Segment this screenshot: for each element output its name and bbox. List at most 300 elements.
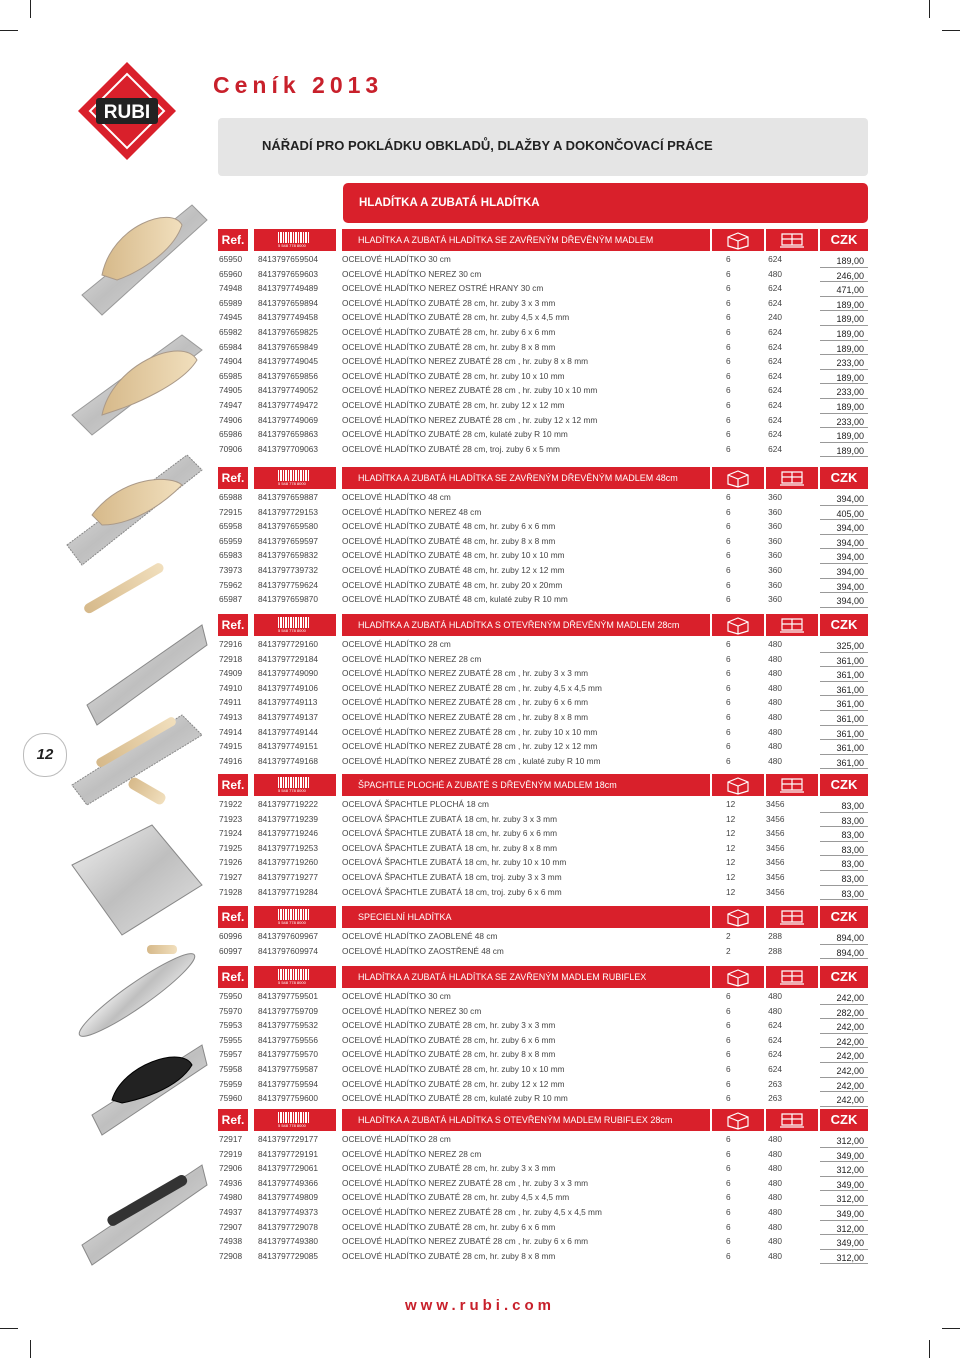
ref-cell: 72908 [219, 1250, 243, 1261]
pallet-qty-cell: 360 [768, 535, 782, 546]
ref-cell: 75959 [219, 1078, 243, 1089]
price-cell: 325,00 [836, 641, 864, 651]
price-cell: 189,00 [836, 328, 864, 339]
box-icon [712, 467, 764, 489]
table-row [218, 1205, 868, 1220]
box-qty-cell: 12 [726, 857, 736, 868]
ean-cell: 8413797719246 [258, 828, 318, 839]
price-section [218, 905, 868, 958]
box-qty-cell: 6 [726, 668, 731, 679]
table-row [218, 652, 868, 667]
table-row [218, 870, 868, 885]
price-cell: 282,00 [836, 1007, 864, 1018]
pallet-icon [766, 906, 818, 928]
price-cell: 189,00 [836, 401, 864, 412]
price-cell: 312,00 [836, 1165, 864, 1176]
table-row [218, 1077, 868, 1092]
description-cell: OCELOVÉ HLADÍTKO NEREZ ZUBATÉ 28 cm , hr. zuby 12 x 12 mm [342, 414, 598, 425]
price-cell: 242,00 [836, 1080, 864, 1091]
price-cell: 394,00 [836, 523, 864, 534]
pallet-qty-cell: 480 [768, 1177, 782, 1188]
pallet-qty-cell: 480 [768, 741, 782, 752]
ref-cell: 71922 [219, 799, 243, 809]
crop-mark [0, 30, 18, 31]
price-cell: 189,00 [836, 299, 864, 310]
ean-cell: 8413797759532 [258, 1020, 318, 1031]
pallet-qty-cell: 624 [768, 297, 782, 308]
description-cell: OCELOVÉ HLADÍTKO ZUBATÉ 28 cm, hr. zuby 3 x 3 mm [342, 1163, 556, 1174]
ref-cell: 74945 [219, 312, 243, 323]
subtitle-bar [218, 118, 868, 176]
pallet-qty-cell: 480 [768, 1236, 782, 1247]
rubi-logo-icon [76, 60, 178, 162]
description-cell: OCELOVÉ HLADÍTKO ZUBATÉ 28 cm, troj. zuby 6 x 5 mm [342, 443, 560, 454]
price-cell: 83,00 [841, 801, 864, 811]
box-qty-cell: 6 [726, 682, 731, 693]
box-qty-cell: 12 [726, 799, 736, 809]
table-row [218, 325, 868, 340]
description-cell: OCELOVÉ HLADÍTKO ZUBATÉ 28 cm, hr. zuby 10 x 10 mm [342, 370, 565, 381]
price-cell: 242,00 [836, 1022, 864, 1033]
ean-cell: 8413797749137 [258, 711, 318, 722]
special-trowel [73, 945, 201, 1045]
ean-cell: 8413797759709 [258, 1005, 318, 1016]
pallet-qty-cell: 624 [768, 1063, 782, 1074]
box-icon [712, 1109, 764, 1131]
ean-cell: 8413797749489 [258, 283, 318, 294]
ean-cell: 8413797729177 [258, 1134, 318, 1144]
table-row [218, 725, 868, 740]
price-cell: 242,00 [836, 1036, 864, 1047]
pallet-qty-cell: 624 [768, 283, 782, 294]
ean-cell: 8413797749809 [258, 1192, 318, 1203]
table-row [218, 296, 868, 311]
ref-cell: 75957 [219, 1049, 243, 1060]
table-row [218, 710, 868, 725]
barcode-icon [254, 906, 336, 928]
table-row [218, 369, 868, 384]
ref-cell: 75970 [219, 1005, 243, 1016]
pallet-icon [766, 614, 818, 636]
description-cell: OCELOVÉ HLADÍTKO ZUBATÉ 28 cm, hr. zuby 3 x 3 mm [342, 1020, 556, 1031]
ref-cell: 65959 [219, 535, 243, 546]
description-cell: OCELOVÉ HLADÍTKO ZUBATÉ 48 cm, hr. zuby 6 x 6 mm [342, 521, 556, 532]
barcode-digits: 5 548 778 8000 [278, 788, 306, 793]
table-row [218, 695, 868, 710]
price-cell: 405,00 [836, 508, 864, 519]
ean-cell: 8413797719222 [258, 799, 318, 809]
box-qty-cell: 6 [726, 697, 731, 708]
ref-cell: 75955 [219, 1034, 243, 1045]
ean-cell: 8413797659825 [258, 326, 318, 337]
ref-cell: 74937 [219, 1206, 243, 1217]
table-row [218, 1018, 868, 1033]
pallet-qty-cell: 624 [768, 356, 782, 367]
table-row [218, 1161, 868, 1176]
box-qty-cell: 6 [726, 492, 731, 502]
ean-cell: 8413797759501 [258, 991, 318, 1001]
box-qty-cell: 6 [726, 443, 731, 454]
price-cell: 361,00 [836, 655, 864, 666]
ref-cell: 65958 [219, 521, 243, 532]
description-cell: OCELOVÉ HLADÍTKO NEREZ ZUBATÉ 28 cm , hr. zuby 4,5 x 4,5 mm [342, 1206, 602, 1217]
pallet-qty-cell: 3456 [766, 813, 785, 824]
price-cell: 349,00 [836, 1238, 864, 1249]
ref-label: Ref. [218, 614, 248, 636]
table-row [218, 1132, 868, 1147]
box-qty-cell: 6 [726, 356, 731, 367]
price-cell: 349,00 [836, 1179, 864, 1190]
subtitle: NÁŘADÍ PRO POKLÁDKU OBKLADŮ, DLAŽBY A DOKONČOVACÍ PRÁCE [262, 138, 713, 153]
table-row [218, 267, 868, 282]
price-cell: 361,00 [836, 713, 864, 724]
table-row [218, 548, 868, 563]
description-cell: OCELOVÁ ŠPACHTLE ZUBATÁ 18 cm, troj. zuby 6 x 6 mm [342, 886, 562, 897]
price-cell: 361,00 [836, 699, 864, 710]
ref-cell: 65987 [219, 594, 243, 605]
box-qty-cell: 6 [726, 385, 731, 396]
description-cell: OCELOVÉ HLADÍTKO 30 cm [342, 254, 451, 264]
ean-cell: 8413797749045 [258, 356, 318, 367]
description-cell: OCELOVÉ HLADÍTKO ZUBATÉ 28 cm, hr. zuby 6 x 6 mm [342, 1221, 556, 1232]
ref-cell: 74915 [219, 741, 243, 752]
table-row [218, 578, 868, 593]
description-cell: OCELOVÉ HLADÍTKO ZAOBLENÉ 48 cm [342, 931, 498, 941]
ref-cell: 60997 [219, 945, 243, 956]
table-row [218, 1220, 868, 1235]
price-cell: 189,00 [836, 445, 864, 456]
description-cell: OCELOVÉ HLADÍTKO ZUBATÉ 28 cm, hr. zuby 8 x 8 mm [342, 1250, 556, 1261]
table-row [218, 929, 868, 944]
box-qty-cell: 6 [726, 653, 731, 664]
description-cell: OCELOVÉ HLADÍTKO ZUBATÉ 28 cm, kulaté zuby R 10 mm [342, 1093, 568, 1104]
barcode-digits: 5 548 778 8000 [278, 628, 306, 633]
description-cell: OCELOVÉ HLADÍTKO ZUBATÉ 28 cm, hr. zuby 12 x 12 mm [342, 399, 565, 410]
pallet-qty-cell: 624 [768, 385, 782, 396]
price-cell: 394,00 [836, 552, 864, 563]
ref-cell: 71928 [219, 886, 243, 897]
box-icon [712, 966, 764, 988]
ean-cell: 8413797749472 [258, 399, 318, 410]
price-cell: 312,00 [836, 1223, 864, 1234]
price-cell: 361,00 [836, 728, 864, 739]
ean-cell: 8413797749151 [258, 741, 318, 752]
ref-label: Ref. [218, 1109, 248, 1131]
box-qty-cell: 6 [726, 370, 731, 381]
table-row [218, 1062, 868, 1077]
price-cell: 83,00 [841, 888, 864, 899]
price-section [218, 773, 868, 899]
pallet-qty-cell: 480 [768, 1148, 782, 1159]
section-title: HLADÍTKA A ZUBATÁ HLADÍTKA SE ZAVŘENÝM DŘEVĚNÝM MADLEM [342, 229, 710, 251]
barcode-digits: 5 548 778 8000 [278, 481, 306, 486]
ean-cell: 8413797659856 [258, 370, 318, 381]
table-row [218, 826, 868, 841]
ref-cell: 72915 [219, 506, 243, 517]
ean-cell: 8413797709063 [258, 443, 318, 454]
description-cell: OCELOVÉ HLADÍTKO 30 cm [342, 991, 451, 1001]
ean-cell: 8413797719253 [258, 842, 318, 853]
pallet-qty-cell: 480 [768, 668, 782, 679]
table-row [218, 944, 868, 959]
table-row [218, 1190, 868, 1205]
price-cell: 394,00 [836, 494, 864, 504]
ref-cell: 65989 [219, 297, 243, 308]
ref-cell: 65950 [219, 254, 243, 264]
table-row [218, 310, 868, 325]
ean-cell: 8413797659894 [258, 297, 318, 308]
footer-url: www.rubi.com [405, 1297, 555, 1314]
trowel-closed-handle-2 [72, 335, 202, 435]
pallet-qty-cell: 624 [768, 1049, 782, 1060]
box-qty-cell: 6 [726, 1134, 731, 1144]
section-header [218, 228, 868, 252]
pallet-qty-cell: 624 [768, 399, 782, 410]
description-cell: OCELOVÉ HLADÍTKO NEREZ ZUBATÉ 28 cm , hr. zuby 10 x 10 mm [342, 385, 598, 396]
description-cell: OCELOVÉ HLADÍTKO ZUBATÉ 48 cm, hr. zuby 20 x 20mm [342, 579, 563, 590]
crop-mark [942, 30, 960, 31]
barcode-icon [254, 966, 336, 988]
crop-mark [929, 1340, 930, 1358]
table-row [218, 563, 868, 578]
ref-cell: 72918 [219, 653, 243, 664]
pallet-qty-cell: 360 [768, 506, 782, 517]
pallet-qty-cell: 240 [768, 312, 782, 323]
description-cell: OCELOVÉ HLADÍTKO ZUBATÉ 28 cm, hr. zuby 8 x 8 mm [342, 341, 556, 352]
table-row [218, 519, 868, 534]
section-title: SPECIELNÍ HLADÍTKA [342, 906, 710, 928]
box-qty-cell: 12 [726, 886, 736, 897]
box-qty-cell: 6 [726, 254, 731, 264]
table-row [218, 505, 868, 520]
description-cell: OCELOVÉ HLADÍTKO NEREZ 30 cm [342, 1005, 482, 1016]
ref-label: Ref. [218, 229, 248, 251]
pallet-qty-cell: 263 [768, 1078, 782, 1089]
crop-mark [30, 0, 31, 18]
table-row [218, 592, 868, 607]
table-row [218, 281, 868, 296]
description-cell: OCELOVÉ HLADÍTKO NEREZ ZUBATÉ 28 cm , hr. zuby 3 x 3 mm [342, 668, 589, 679]
ref-label: Ref. [218, 906, 248, 928]
barcode-icon [254, 1109, 336, 1131]
price-cell: 242,00 [836, 1051, 864, 1062]
ref-cell: 65983 [219, 550, 243, 561]
price-cell: 361,00 [836, 757, 864, 768]
ref-label: Ref. [218, 966, 248, 988]
box-qty-cell: 6 [726, 312, 731, 323]
table-row [218, 1176, 868, 1191]
ean-cell: 8413797659870 [258, 594, 318, 605]
price-cell: 189,00 [836, 314, 864, 325]
price-cell: 312,00 [836, 1194, 864, 1205]
pallet-qty-cell: 3456 [766, 799, 785, 809]
table-row [218, 666, 868, 681]
price-cell: 189,00 [836, 431, 864, 442]
box-qty-cell: 2 [726, 945, 731, 956]
pallet-icon [766, 1109, 818, 1131]
pallet-qty-cell: 624 [768, 1034, 782, 1045]
ref-cell: 74904 [219, 356, 243, 367]
ean-cell: 8413797739732 [258, 564, 318, 575]
table-row [218, 252, 868, 267]
ref-cell: 70906 [219, 443, 243, 454]
box-qty-cell: 6 [726, 506, 731, 517]
description-cell: OCELOVÉ HLADÍTKO NEREZ 30 cm [342, 268, 482, 279]
box-icon [712, 906, 764, 928]
ean-cell: 8413797749069 [258, 414, 318, 425]
price-cell: 242,00 [836, 1095, 864, 1106]
ean-cell: 8413797729078 [258, 1221, 318, 1232]
ean-cell: 8413797749144 [258, 726, 318, 737]
table-row [218, 442, 868, 457]
ean-cell: 8413797659887 [258, 492, 318, 502]
ean-cell: 8413797659597 [258, 535, 318, 546]
pallet-qty-cell: 480 [768, 268, 782, 279]
box-qty-cell: 6 [726, 1177, 731, 1188]
price-cell: 394,00 [836, 566, 864, 577]
section-title: ŠPACHTLE PLOCHÉ A ZUBATÉ S DŘEVĚNÝM MADLEM 18cm [342, 774, 710, 796]
box-qty-cell: 6 [726, 741, 731, 752]
description-cell: OCELOVÉ HLADÍTKO 28 cm [342, 1134, 451, 1144]
barcode-digits: 5 548 778 8000 [278, 243, 306, 248]
price-cell: 394,00 [836, 596, 864, 607]
ean-cell: 8413797719260 [258, 857, 318, 868]
ean-cell: 8413797729191 [258, 1148, 318, 1159]
box-qty-cell: 6 [726, 1093, 731, 1104]
price-cell: 83,00 [841, 844, 864, 855]
price-cell: 242,00 [836, 1065, 864, 1076]
table-row [218, 1147, 868, 1162]
pallet-qty-cell: 624 [768, 414, 782, 425]
ref-cell: 72907 [219, 1221, 243, 1232]
pallet-qty-cell: 3456 [766, 828, 785, 839]
box-qty-cell: 12 [726, 871, 736, 882]
ean-cell: 8413797759624 [258, 579, 318, 590]
trowel-rubiflex-open [82, 1165, 207, 1265]
pallet-qty-cell: 360 [768, 594, 782, 605]
box-qty-cell: 6 [726, 1063, 731, 1074]
ref-cell: 75960 [219, 1093, 243, 1104]
barcode-icon [254, 467, 336, 489]
table-row [218, 1004, 868, 1019]
ref-cell: 74906 [219, 414, 243, 425]
box-qty-cell: 6 [726, 1020, 731, 1031]
ean-cell: 8413797659863 [258, 429, 318, 440]
ean-cell: 8413797749113 [258, 697, 318, 708]
box-qty-cell: 6 [726, 726, 731, 737]
barcode-digits: 5 548 778 8000 [278, 1123, 306, 1128]
box-qty-cell: 6 [726, 429, 731, 440]
description-cell: OCELOVÉ HLADÍTKO NEREZ OSTRÉ HRANY 30 cm [342, 283, 544, 294]
description-cell: OCELOVÁ ŠPACHTLE ZUBATÁ 18 cm, hr. zuby 6 x 6 mm [342, 828, 558, 839]
ean-cell: 8413797759570 [258, 1049, 318, 1060]
pallet-qty-cell: 360 [768, 492, 782, 502]
section-header [218, 965, 868, 989]
crop-mark [942, 1328, 960, 1329]
box-qty-cell: 6 [726, 1236, 731, 1247]
barcode-digits: 5 548 778 8000 [278, 920, 306, 925]
ref-label: Ref. [218, 774, 248, 796]
table-row [218, 383, 868, 398]
section-header [218, 613, 868, 637]
ean-cell: 8413797659580 [258, 521, 318, 532]
ean-cell: 8413797719284 [258, 886, 318, 897]
box-qty-cell: 12 [726, 828, 736, 839]
table-row [218, 739, 868, 754]
price-cell: 349,00 [836, 1150, 864, 1161]
box-qty-cell: 6 [726, 1206, 731, 1217]
description-cell: OCELOVÉ HLADÍTKO ZUBATÉ 28 cm, kulaté zuby R 10 mm [342, 429, 568, 440]
ean-cell: 8413797749373 [258, 1206, 318, 1217]
box-qty-cell: 6 [726, 550, 731, 561]
price-cell: 246,00 [836, 270, 864, 281]
section-title: HLADÍTKA A ZUBATÁ HLADÍTKA SE ZAVŘENÝM MADLEM RUBIFLEX [342, 966, 710, 988]
price-cell: 83,00 [841, 859, 864, 870]
pallet-qty-cell: 480 [768, 1192, 782, 1203]
description-cell: OCELOVÁ ŠPACHTLE ZUBATÁ 18 cm, hr. zuby 10 x 10 mm [342, 857, 567, 868]
description-cell: OCELOVÉ HLADÍTKO NEREZ 48 cm [342, 506, 482, 517]
ref-cell: 75950 [219, 991, 243, 1001]
currency-label: CZK [820, 1109, 868, 1131]
pallet-qty-cell: 360 [768, 521, 782, 532]
section-header [218, 773, 868, 797]
box-qty-cell: 6 [726, 755, 731, 766]
ref-cell: 71923 [219, 813, 243, 824]
price-cell: 312,00 [836, 1252, 864, 1263]
brand-text: RUBI [103, 102, 151, 123]
ean-cell: 8413797749168 [258, 755, 318, 766]
currency-label: CZK [820, 774, 868, 796]
pallet-qty-cell: 624 [768, 443, 782, 454]
box-qty-cell: 6 [726, 521, 731, 532]
pallet-icon [766, 467, 818, 489]
table-row [218, 490, 868, 505]
description-cell: OCELOVÉ HLADÍTKO ZUBATÉ 28 cm, hr. zuby 3 x 3 mm [342, 297, 556, 308]
pallet-qty-cell: 3456 [766, 886, 785, 897]
price-cell: 233,00 [836, 358, 864, 369]
section-header [218, 466, 868, 490]
barcode-digits: 5 548 778 8000 [278, 980, 306, 985]
ean-cell: 8413797659504 [258, 254, 318, 264]
crop-mark [929, 0, 930, 18]
ean-cell: 8413797729085 [258, 1250, 318, 1261]
table-row [218, 534, 868, 549]
section-title: HLADÍTKA A ZUBATÁ HLADÍTKA S OTEVŘENÝM DŘEVĚNÝM MADLEM 28cm [342, 614, 710, 636]
table-row [218, 797, 868, 812]
box-qty-cell: 6 [726, 1250, 731, 1261]
section-title: HLADÍTKA A ZUBATÁ HLADÍTKA SE ZAVŘENÝM DŘEVĚNÝM MADLEM 48cm [342, 467, 710, 489]
ref-cell: 73973 [219, 564, 243, 575]
ref-cell: 74938 [219, 1236, 243, 1247]
price-section [218, 613, 868, 768]
box-qty-cell: 6 [726, 535, 731, 546]
description-cell: OCELOVÉ HLADÍTKO ZUBATÉ 28 cm, hr. zuby 8 x 8 mm [342, 1049, 556, 1060]
pallet-qty-cell: 480 [768, 1206, 782, 1217]
section-header [218, 905, 868, 929]
description-cell: OCELOVÉ HLADÍTKO 28 cm [342, 639, 451, 649]
box-qty-cell: 6 [726, 1078, 731, 1089]
pallet-qty-cell: 624 [768, 370, 782, 381]
description-cell: OCELOVÁ ŠPACHTLE ZUBATÁ 18 cm, troj. zuby 3 x 3 mm [342, 871, 562, 882]
price-cell: 394,00 [836, 537, 864, 548]
ref-cell: 74914 [219, 726, 243, 737]
ean-cell: 8413797609974 [258, 945, 318, 956]
ean-cell: 8413797659603 [258, 268, 318, 279]
box-qty-cell: 12 [726, 813, 736, 824]
box-qty-cell: 6 [726, 1148, 731, 1159]
ref-label: Ref. [218, 467, 248, 489]
ref-cell: 74910 [219, 682, 243, 693]
